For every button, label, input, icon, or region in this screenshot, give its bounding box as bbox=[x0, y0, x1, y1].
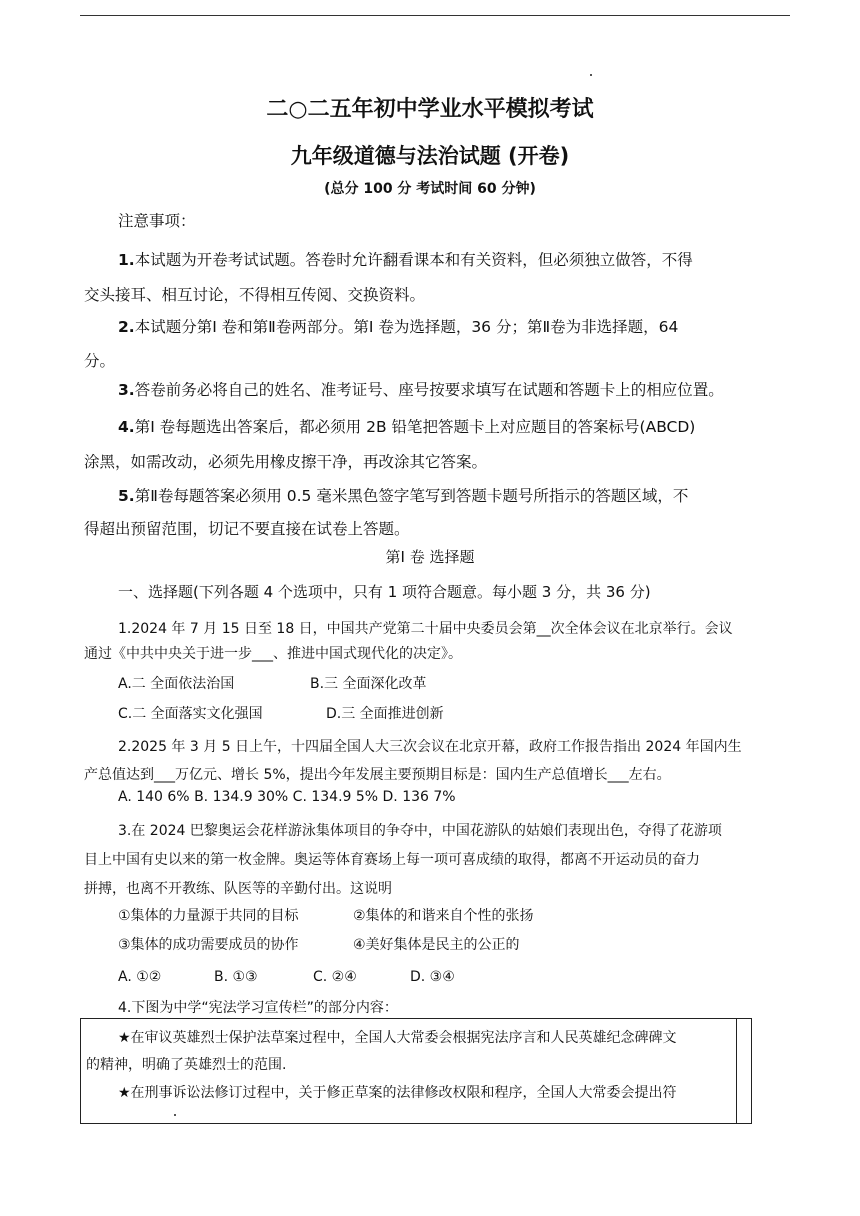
notice-item-5-cont: 得超出预留范围，切记不要直接在试卷上答题。 bbox=[84, 520, 410, 538]
q3-statement-4: ④美好集体是民主的公正的 bbox=[353, 937, 520, 953]
notice-item-5 bbox=[118, 484, 688, 506]
notice-item-3 bbox=[118, 378, 724, 400]
notice-item-text: 第Ⅰ 卷每题选出答案后，都必须用 2B 铅笔把答题卡上对应题目的答案标号(ABCD) bbox=[134, 418, 696, 436]
notice-item-2 bbox=[118, 315, 678, 337]
scan-dot bbox=[590, 74, 592, 76]
q4-intro: 4.下图为中学“宪法学习宣传栏”的部分内容： bbox=[118, 1000, 398, 1016]
section-title: 第Ⅰ 卷 选择题 bbox=[385, 548, 475, 566]
section-instruction: 一、选择题(下列各题 4 个选项中，只有 1 项符合题意。每小题 3 分，共 36 分) bbox=[118, 583, 651, 601]
q2-options: A. 140 6% B. 134.9 30% C. 134.9 5% D. 136 7% bbox=[118, 789, 456, 805]
notice-item-2-cont: 分。 bbox=[84, 352, 116, 370]
notice-item-4 bbox=[118, 415, 695, 437]
notice-item-text: 答卷前务必将自己的姓名、准考证号、座号按要求填写在试题和答题卡上的相应位置。 bbox=[134, 381, 724, 399]
q3-line1: 3.在 2024 巴黎奥运会花样游泳集体项目的争夺中，中国花游队的姑娘们表现出色，夺得了花游项 bbox=[118, 823, 722, 839]
q2-line1: 2.2025 年 3 月 5 日上午，十四届全国人大三次会议在北京开幕，政府工作报告指出 2024 年国内生 bbox=[118, 739, 742, 755]
q1-option-a: A.二 全面依法治国 bbox=[118, 676, 235, 692]
notice-item-text: 第Ⅱ卷每题答案必须用 0.5 毫米黑色签字笔写到答题卡题号所指示的答题区域，不 bbox=[134, 487, 689, 505]
score-info: (总分 100 分 考试时间 60 分钟) bbox=[324, 181, 536, 197]
q4-box-line3: ★在刑事诉讼法修订过程中，关于修正草案的法律修改权限和程序，全国人大常委会提出符 bbox=[118, 1085, 677, 1101]
q4-box-line2: 的精神，明确了英雄烈士的范围. bbox=[86, 1057, 287, 1073]
notice-item-num: 1. bbox=[118, 251, 135, 269]
q4-box-divider bbox=[736, 1018, 737, 1124]
q3-option-c: C. ②④ bbox=[313, 969, 357, 985]
notice-item-num: 3. bbox=[118, 381, 135, 399]
notice-item-num: 5. bbox=[118, 487, 135, 505]
notice-item-4-cont: 涂黑，如需改动，必须先用橡皮擦干净，再改涂其它答案。 bbox=[84, 453, 488, 471]
top-rule bbox=[80, 15, 790, 16]
q3-option-d: D. ③④ bbox=[410, 969, 455, 985]
q3-option-a: A. ①② bbox=[118, 969, 162, 985]
notice-item-1 bbox=[118, 248, 693, 270]
q2-line2: 产总值达到___万亿元、增长 5%，提出今年发展主要预期目标是：国内生产总值增长___左右。 bbox=[84, 767, 671, 783]
exam-title: 二○二五年初中学业水平模拟考试 bbox=[266, 97, 594, 122]
q1-option-c: C.二 全面落实文化强国 bbox=[118, 706, 263, 722]
notice-item-1-cont: 交头接耳、相互讨论，不得相互传阅、交换资料。 bbox=[84, 286, 426, 304]
q3-statement-3: ③集体的成功需要成员的协作 bbox=[118, 937, 299, 953]
q3-line2: 目上中国有史以来的第一枚金牌。奥运等体育赛场上每一项可喜成绩的取得，都离不开运动员的奋力 bbox=[84, 852, 700, 868]
notice-item-num: 4. bbox=[118, 418, 135, 436]
scan-dot bbox=[174, 1114, 176, 1116]
q3-option-b: B. ①③ bbox=[214, 969, 258, 985]
q1-line2: 通过《中共中央关于进一步___、推进中国式现代化的决定》。 bbox=[84, 646, 462, 662]
q1-option-d: D.三 全面推进创新 bbox=[326, 706, 444, 722]
notice-heading: 注意事项： bbox=[118, 212, 196, 230]
q1-option-b: B.三 全面深化改革 bbox=[310, 676, 427, 692]
q1-line1: 1.2024 年 7 月 15 日至 18 日，中国共产党第二十届中央委员会第__次全体会议在北京举行。会议 bbox=[118, 621, 733, 637]
notice-item-text: 本试题为开卷考试试题。答卷时允许翻看课本和有关资料，但必须独立做答，不得 bbox=[134, 251, 693, 269]
q3-statement-1: ①集体的力量源于共同的目标 bbox=[118, 908, 299, 924]
q3-line3: 拼搏，也离不开教练、队医等的辛勤付出。这说明 bbox=[84, 881, 392, 897]
notice-item-text: 本试题分第Ⅰ 卷和第Ⅱ卷两部分。第Ⅰ 卷为选择题，36 分；第Ⅱ卷为非选择题，64 bbox=[134, 318, 679, 336]
exam-subtitle: 九年级道德与法治试题 (开卷) bbox=[290, 144, 570, 168]
q3-statement-2: ②集体的和谐来自个性的张扬 bbox=[353, 908, 534, 924]
q4-box-line1: ★在审议英雄烈士保护法草案过程中，全国人大常委会根据宪法序言和人民英雄纪念碑碑文 bbox=[118, 1030, 677, 1046]
notice-item-num: 2. bbox=[118, 318, 135, 336]
